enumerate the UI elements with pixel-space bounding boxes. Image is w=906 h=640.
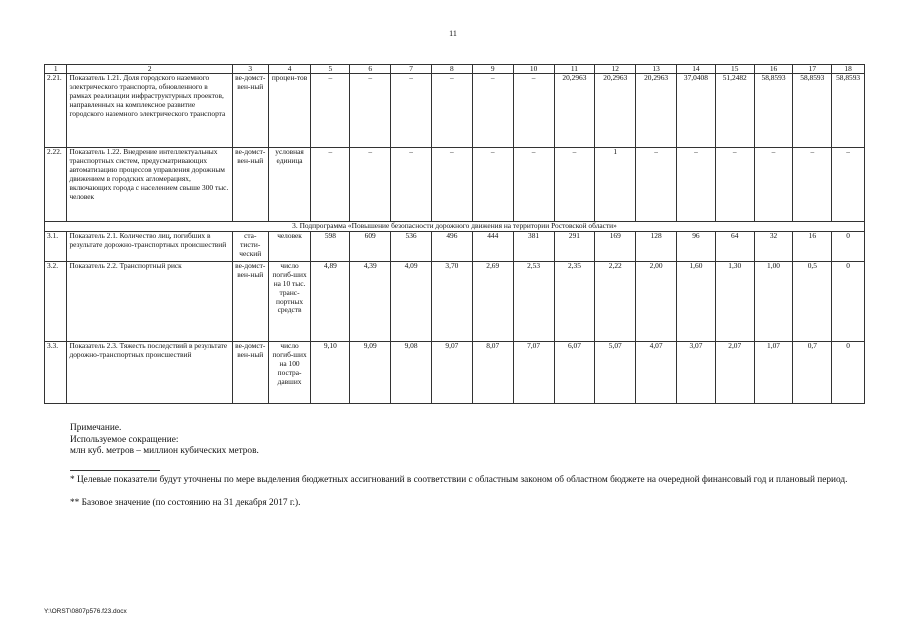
header-cell-10: 10 bbox=[513, 65, 554, 74]
value-cell: – bbox=[311, 74, 350, 148]
indicator-type: ста-тисти-ческий bbox=[232, 231, 268, 261]
indicator-name: Показатель 2.2. Транспортный риск bbox=[67, 261, 232, 341]
section-row bbox=[45, 222, 865, 232]
row-number: 3.3. bbox=[45, 341, 67, 403]
value-cell: 2,22 bbox=[595, 261, 636, 341]
header-cell-1: 1 bbox=[45, 65, 67, 74]
header-cell-3: 3 bbox=[232, 65, 268, 74]
unit-of-measure: процен-тов bbox=[268, 74, 311, 148]
value-cell: 37,0408 bbox=[677, 74, 716, 148]
value-cell: – bbox=[311, 148, 350, 222]
value-cell: 496 bbox=[431, 231, 472, 261]
value-cell: 9,08 bbox=[391, 341, 432, 403]
table-row bbox=[45, 261, 865, 341]
header-row bbox=[45, 65, 865, 74]
value-cell: 9,07 bbox=[431, 341, 472, 403]
value-cell: – bbox=[391, 74, 432, 148]
value-cell: 169 bbox=[595, 231, 636, 261]
indicator-name: Показатель 2.3. Тяжесть последствий в результате дорожно-транспортных происшествий bbox=[67, 341, 232, 403]
unit-of-measure: число погиб-ших на 100 постра-давших bbox=[268, 341, 311, 403]
value-cell: 0 bbox=[832, 261, 865, 341]
row-number: 2.21. bbox=[45, 74, 67, 148]
notes-abbrev-title: Используемое сокращение: bbox=[70, 434, 179, 445]
value-cell: – bbox=[677, 148, 716, 222]
value-cell: 64 bbox=[715, 231, 754, 261]
indicator-type: ве-домст-вен-ный bbox=[232, 261, 268, 341]
value-cell: – bbox=[715, 148, 754, 222]
value-cell: – bbox=[391, 148, 432, 222]
indicators-table bbox=[44, 64, 865, 404]
indicator-type: ве-домст-вен-ный bbox=[232, 148, 268, 222]
value-cell: – bbox=[472, 74, 513, 148]
footnote-divider bbox=[70, 470, 160, 471]
header-cell-6: 6 bbox=[350, 65, 391, 74]
table-row bbox=[45, 74, 865, 148]
page-number: 11 bbox=[449, 29, 457, 38]
value-cell: 9,10 bbox=[311, 341, 350, 403]
value-cell: 4,89 bbox=[311, 261, 350, 341]
header-cell-16: 16 bbox=[754, 65, 793, 74]
value-cell: 609 bbox=[350, 231, 391, 261]
table-row bbox=[45, 231, 865, 261]
value-cell: 2,00 bbox=[636, 261, 677, 341]
header-cell-13: 13 bbox=[636, 65, 677, 74]
value-cell: 58,8593 bbox=[832, 74, 865, 148]
value-cell: 51,2482 bbox=[715, 74, 754, 148]
footnote-1: * Целевые показатели будут уточнены по мере выделения бюджетных ассигнований в соответствии с областным законом об областном бюджете на очередной финансовый год и плановый период. bbox=[70, 475, 848, 485]
indicator-name: Показатель 1.22. Внедрение интеллектуальных транспортных систем, предусматривающих автоматизацию процессов управления дорожным движением в городских агломерациях, включающих города с населением свыше 300 тыс. человек bbox=[67, 148, 232, 222]
indicator-type: ве-домст-вен-ный bbox=[232, 74, 268, 148]
value-cell: – bbox=[350, 148, 391, 222]
value-cell: 0,7 bbox=[793, 341, 832, 403]
value-cell: – bbox=[754, 148, 793, 222]
value-cell: 2,07 bbox=[715, 341, 754, 403]
header-cell-14: 14 bbox=[677, 65, 716, 74]
value-cell: 58,8593 bbox=[793, 74, 832, 148]
header-cell-18: 18 bbox=[832, 65, 865, 74]
value-cell: – bbox=[793, 148, 832, 222]
value-cell: 4,39 bbox=[350, 261, 391, 341]
indicator-name: Показатель 2.1. Количество лиц, погибших в результате дорожно-транспортных происшествий bbox=[67, 231, 232, 261]
row-number: 3.1. bbox=[45, 231, 67, 261]
header-cell-9: 9 bbox=[472, 65, 513, 74]
value-cell: 96 bbox=[677, 231, 716, 261]
value-cell: 20,2963 bbox=[595, 74, 636, 148]
value-cell: 598 bbox=[311, 231, 350, 261]
value-cell: 1,60 bbox=[677, 261, 716, 341]
value-cell: 3,07 bbox=[677, 341, 716, 403]
indicator-type: ве-домст-вен-ный bbox=[232, 341, 268, 403]
row-number: 2.22. bbox=[45, 148, 67, 222]
value-cell: 7,07 bbox=[513, 341, 554, 403]
unit-of-measure: условная единица bbox=[268, 148, 311, 222]
value-cell: 381 bbox=[513, 231, 554, 261]
value-cell: 2,69 bbox=[472, 261, 513, 341]
file-path: Y:\ORST\0807p576.f23.docx bbox=[44, 608, 127, 615]
unit-of-measure: число погиб-ших на 10 тыс. транс-портных средств bbox=[268, 261, 311, 341]
value-cell: 0 bbox=[832, 341, 865, 403]
header-cell-15: 15 bbox=[715, 65, 754, 74]
header-cell-2: 2 bbox=[67, 65, 232, 74]
section-title: 3. Подпрограмма «Повышение безопасности дорожного движения на территории Ростовской области» bbox=[45, 222, 865, 232]
value-cell: 20,2963 bbox=[636, 74, 677, 148]
header-cell-8: 8 bbox=[431, 65, 472, 74]
value-cell: 1,00 bbox=[754, 261, 793, 341]
value-cell: – bbox=[636, 148, 677, 222]
value-cell: 2,35 bbox=[554, 261, 595, 341]
value-cell: 1,07 bbox=[754, 341, 793, 403]
value-cell: 4,09 bbox=[391, 261, 432, 341]
value-cell: 6,07 bbox=[554, 341, 595, 403]
footnote-2: ** Базовое значение (по состоянию на 31 декабря 2017 г.). bbox=[70, 498, 301, 508]
notes bbox=[70, 423, 259, 458]
unit-of-measure: человек bbox=[268, 231, 311, 261]
value-cell: 3,70 bbox=[431, 261, 472, 341]
value-cell: – bbox=[431, 74, 472, 148]
value-cell: 5,07 bbox=[595, 341, 636, 403]
value-cell: 1,30 bbox=[715, 261, 754, 341]
value-cell: – bbox=[431, 148, 472, 222]
value-cell: – bbox=[513, 74, 554, 148]
value-cell: 0,5 bbox=[793, 261, 832, 341]
header-cell-17: 17 bbox=[793, 65, 832, 74]
value-cell: – bbox=[472, 148, 513, 222]
value-cell: 20,2963 bbox=[554, 74, 595, 148]
row-number: 3.2. bbox=[45, 261, 67, 341]
value-cell: 0 bbox=[832, 231, 865, 261]
indicator-name: Показатель 1.21. Доля городского наземного электрического транспорта, обновленного в рамках реализации инфраструктурных проектов, направленных на комплексное развитие городского наземного электрического транспорта bbox=[67, 74, 232, 148]
value-cell: 444 bbox=[472, 231, 513, 261]
value-cell: 1 bbox=[595, 148, 636, 222]
value-cell: 58,8593 bbox=[754, 74, 793, 148]
value-cell: – bbox=[832, 148, 865, 222]
value-cell: – bbox=[350, 74, 391, 148]
value-cell: 16 bbox=[793, 231, 832, 261]
notes-title: Примечание. bbox=[70, 423, 122, 433]
value-cell: 128 bbox=[636, 231, 677, 261]
value-cell: 8,07 bbox=[472, 341, 513, 403]
value-cell: – bbox=[554, 148, 595, 222]
value-cell: 536 bbox=[391, 231, 432, 261]
value-cell: – bbox=[513, 148, 554, 222]
header-cell-5: 5 bbox=[311, 65, 350, 74]
header-cell-11: 11 bbox=[554, 65, 595, 74]
notes-abbrev: млн куб. метров – миллион кубических метров. bbox=[70, 446, 259, 456]
header-cell-4: 4 bbox=[268, 65, 311, 74]
value-cell: 4,07 bbox=[636, 341, 677, 403]
header-cell-7: 7 bbox=[391, 65, 432, 74]
table-row bbox=[45, 341, 865, 403]
value-cell: 9,09 bbox=[350, 341, 391, 403]
value-cell: 2,53 bbox=[513, 261, 554, 341]
value-cell: 291 bbox=[554, 231, 595, 261]
header-cell-12: 12 bbox=[595, 65, 636, 74]
table-row bbox=[45, 148, 865, 222]
value-cell: 32 bbox=[754, 231, 793, 261]
